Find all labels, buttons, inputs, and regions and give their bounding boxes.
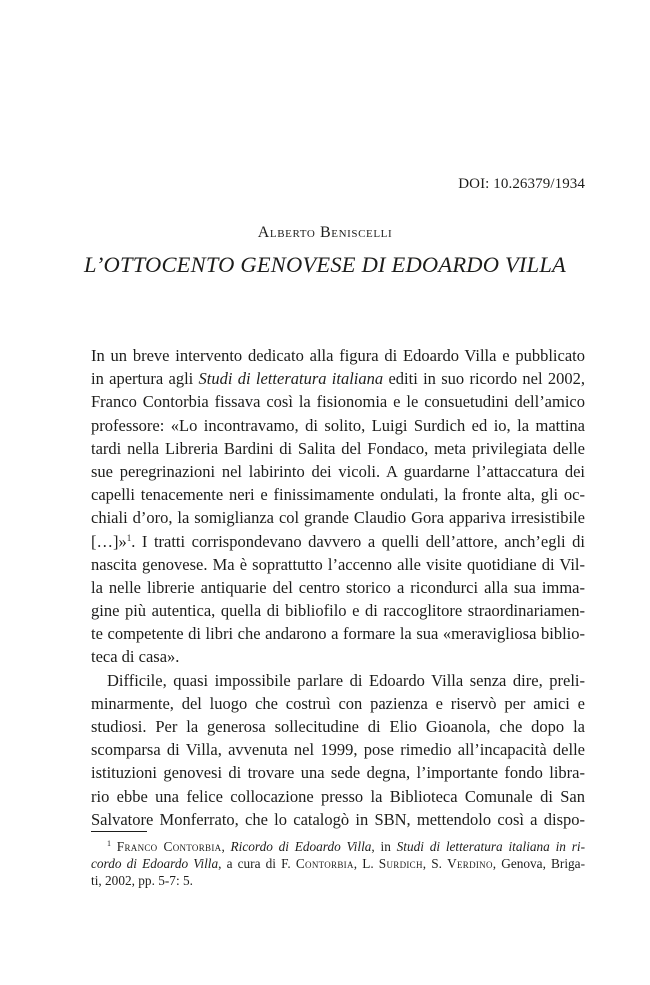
body-text: editi in suo ricordo nel 2002, — [383, 369, 585, 389]
footnote-author: Franco Contorbia — [116, 839, 222, 854]
footnote-title-italic: Ricordo di Edoardo Villa — [230, 839, 372, 854]
body-line: capelli tenacemente neri e finissimamente ondulati, la fronte alta, gli oc- — [91, 485, 585, 505]
article-author: Alberto Beniscelli — [257, 224, 393, 241]
footnote-title-italic: Studi di letteratura italiana in ri- — [396, 839, 585, 854]
body-line: Salvatore Monferrato, che lo catalogò in SBN, mettendolo così a dispo- — [91, 809, 585, 829]
footnote-text: , Genova, Briga- — [492, 856, 585, 871]
body-text: . I tratti corrispondevano davvero a quelli dell’attore, anch’egli di — [131, 531, 585, 551]
body-line: nascita genovese. Ma è soprattutto l’accenno alle visite quotidiane di Vil- — [91, 554, 585, 574]
body-line: chiali d’oro, la somiglianza col grande Claudio Gora appariva irresistibile — [91, 508, 585, 528]
footnote-editor: Surdich — [378, 856, 423, 871]
body-text: […]» — [91, 531, 127, 551]
body-line: minarmente, del luogo che costruì con pazienza e riservò per amici e — [91, 693, 585, 713]
footnote-separator — [91, 831, 147, 832]
footnote-text: , a cura di F. — [218, 856, 296, 871]
footnote-editor: Verdino — [447, 856, 493, 871]
footnote — [91, 838, 585, 889]
body-line: te competente di libri che andarono a formare la sua «meravigliosa biblio- — [91, 624, 585, 644]
body-line: teca di casa». — [91, 647, 180, 667]
body-line: sue peregrinazioni nel labirinto dei vicoli. A guardarne l’attaccatura dei — [91, 461, 585, 481]
footnote-line: ti, 2002, pp. 5-7: 5. — [91, 873, 193, 888]
footnote-reference: 1 — [126, 532, 132, 543]
body-line: professore: «Lo incontravamo, di solito, Luigi Surdich ed io, la mattina — [91, 415, 585, 435]
body-line: tardi nella Libreria Bardini di Salita del Fondaco, meta privilegiata delle — [91, 438, 585, 458]
footnote-title-italic: cordo di Edoardo Villa — [91, 856, 219, 871]
footnote-editor: Contorbia — [295, 856, 354, 871]
article-title: L’OTTOCENTO GENOVESE DI EDOARDO VILLA — [83, 252, 566, 277]
footnote-line — [91, 838, 585, 855]
body-line: gine più autentica, quella di bibliofilo e di raccoglitore straordinariamen- — [91, 601, 585, 621]
journal-title-italic: Studi di letteratura italiana — [198, 369, 384, 389]
footnote-text: , — [221, 839, 231, 854]
body-line: Difficile, quasi impossibile parlare di Edoardo Villa senza dire, preli- — [107, 670, 585, 690]
body-line: studiosi. Per la generosa sollecitudine di Elio Gioanola, che dopo la — [91, 717, 585, 736]
body-line: Franco Contorbia fissava così la fisionomia e le consuetudini dell’amico — [91, 392, 585, 412]
footnote-line — [91, 855, 585, 872]
body-line: la nelle librerie antiquarie del centro storico a ricondurci alla sua imma- — [91, 577, 585, 597]
body-line: scomparsa di Villa, avvenuta nel 1999, pose rimedio all’incapacità delle — [91, 740, 585, 760]
body-line: In un breve intervento dedicato alla figura di Edoardo Villa e pubblicato — [91, 346, 585, 365]
doi-identifier: DOI: 10.26379/1934 — [458, 176, 585, 192]
footnote-text: , in — [371, 839, 397, 854]
body-text: in apertura agli — [91, 369, 199, 389]
footnote-text: , L. — [353, 856, 379, 871]
body-line — [91, 367, 585, 390]
body-line: rio ebbe una felice collocazione presso la Biblioteca Comunale di San — [91, 786, 585, 806]
article-body — [91, 344, 585, 831]
footnote-mark: 1 — [107, 839, 111, 848]
body-line: istituzioni genovesi di trovare una sede degna, l’importante fondo libra- — [91, 763, 585, 783]
body-line — [91, 530, 585, 553]
footnote-text: , S. — [422, 856, 448, 871]
